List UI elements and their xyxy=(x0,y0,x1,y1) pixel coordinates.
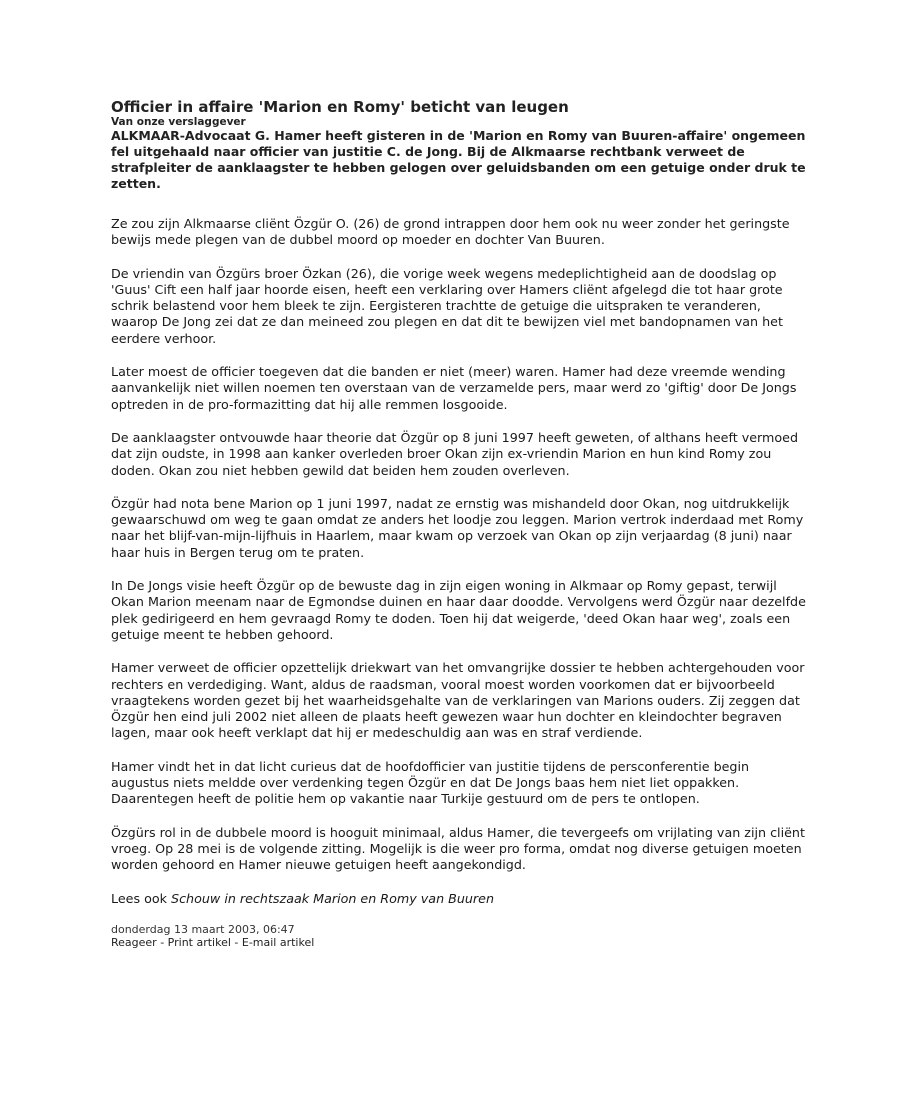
body-paragraph: De vriendin van Özgürs broer Özkan (26), die vorige week wegens medeplichtigheid aan de doodslag op 'Guus' Cift een half jaar hoorde eisen, heeft een verklaring over Hamers cliënt afgelegd die tot haar grote schrik belastend voor hem bleek te zijn. Eergisteren trachtte de getuige die uitspraken te veranderen, waarop De Jong zei dat ze dan meineed zou plegen en dat dit te bewijzen viel met bandopnamen van het eerdere verhoor. xyxy=(111,265,783,346)
article-lead: ALKMAAR-Advocaat G. Hamer heeft gisteren in de 'Marion en Romy van Buuren-affaire' ongemeen fel uitgehaald naar officier van justitie C. de Jong. Bij de Alkmaarse rechtbank verweet de strafpleiter de aanklaagster te hebben gelogen over geluidsbanden om een getuige onder druk te zetten. xyxy=(111,128,806,191)
body-paragraph: De aanklaagster ontvouwde haar theorie dat Özgür op 8 juni 1997 heeft geweten, of althans heeft vermoed dat zijn oudste, in 1998 aan kanker overleden broer Okan zijn ex-vriendin Marion en hun kind Romy zou doden. Okan zou niet hebben gewild dat beiden hem zouden overleven. xyxy=(111,429,799,478)
body-paragraph: Hamer verweet de officier opzettelijk driekwart van het omvangrijke dossier te hebben achtergehouden voor rechters en verdediging. Want, aldus de raadsman, vooral moest worden voorkomen dat er bijvoorbeeld vraagtekens worden gezet bij het waarheidsgehalte van de verklaringen van Marions ouders. Zij zeggen dat Özgür hen eind juli 2002 niet alleen de plaats heeft gewezen waar hun dochter en kleindochter begraven lagen, maar ook heeft verklapt dat hij er medeschuldig aan was en straf verdiende. xyxy=(111,660,805,741)
see-also-prefix: Lees ook xyxy=(111,890,167,906)
article-byline: Van onze verslaggever xyxy=(111,116,246,128)
body-paragraph: In De Jongs visie heeft Özgür op de bewuste dag in zijn eigen woning in Alkmaar op Romy gepast, terwijl Okan Marion meenam naar de Egmondse duinen en haar daar doodde. Vervolgens werd Özgür naar dezelfde plek gedirigeerd en hem gevraagd Romy te doden. Toen hij dat weigerde, 'deed Okan haar weg', zoals een getuige meent te hebben gehoord. xyxy=(111,578,806,642)
see-also xyxy=(111,891,811,907)
see-also-link[interactable]: Schouw in rechtszaak Marion en Romy van Buuren xyxy=(171,890,494,906)
article xyxy=(111,98,811,950)
email-article-link[interactable]: E-mail artikel xyxy=(241,935,315,949)
article-actions xyxy=(111,936,811,950)
body-paragraph: Later moest de officier toegeven dat die banden er niet (meer) waren. Hamer had deze vreemde wending aanvankelijk niet willen noemen ten overstaan van de verzamelde pers, maar werd zo 'giftig' door De Jongs optreden in de pro-formazitting dat hij alle remmen losgooide. xyxy=(111,364,797,412)
react-link[interactable]: Reageer xyxy=(111,935,157,949)
print-article-link[interactable]: Print artikel xyxy=(167,935,231,949)
article-body xyxy=(111,216,811,874)
body-paragraph: Özgür had nota bene Marion op 1 juni 1997, nadat ze ernstig was mishandeld door Okan, nog uitdrukkelijk gewaarschuwd om weg te gaan omdat ze anders het loodje zou leggen. Marion vertrok inderdaad met Romy naar het blijf-van-mijn-lijfhuis in Haarlem, maar kwam op verzoek van Okan op zijn verjaardag (8 juni) naar haar huis in Bergen terug om te praten. xyxy=(111,495,804,560)
separator: - xyxy=(156,935,168,949)
article-headline: Officier in affaire 'Marion en Romy' beticht van leugen xyxy=(111,98,569,116)
body-paragraph: Özgürs rol in de dubbele moord is hooguit minimaal, aldus Hamer, die tevergeefs om vrijlating van zijn cliënt vroeg. Op 28 mei is de volgende zitting. Mogelijk is die weer pro forma, omdat nog diverse getuigen moeten worden gehoord en Hamer nieuwe getuigen heeft aangekondigd. xyxy=(111,824,805,873)
separator: - xyxy=(230,935,242,949)
body-paragraph: Hamer vindt het in dat licht curieus dat de hoofdofficier van justitie tijdens de persconferentie begin augustus niets meldde over verdenking tegen Özgür en dat De Jongs baas hem niet liet oppakken. Daarentegen heeft de politie hem op vakantie naar Turkije gestuurd om de pers te ontlopen. xyxy=(111,758,750,807)
body-paragraph: Ze zou zijn Alkmaarse cliënt Özgür O. (26) de grond intrappen door hem ook nu weer zonder het geringste bewijs mede plegen van de dubbel moord op moeder en dochter Van Buuren. xyxy=(111,216,790,248)
article-timestamp: donderdag 13 maart 2003, 06:47 xyxy=(111,922,295,936)
